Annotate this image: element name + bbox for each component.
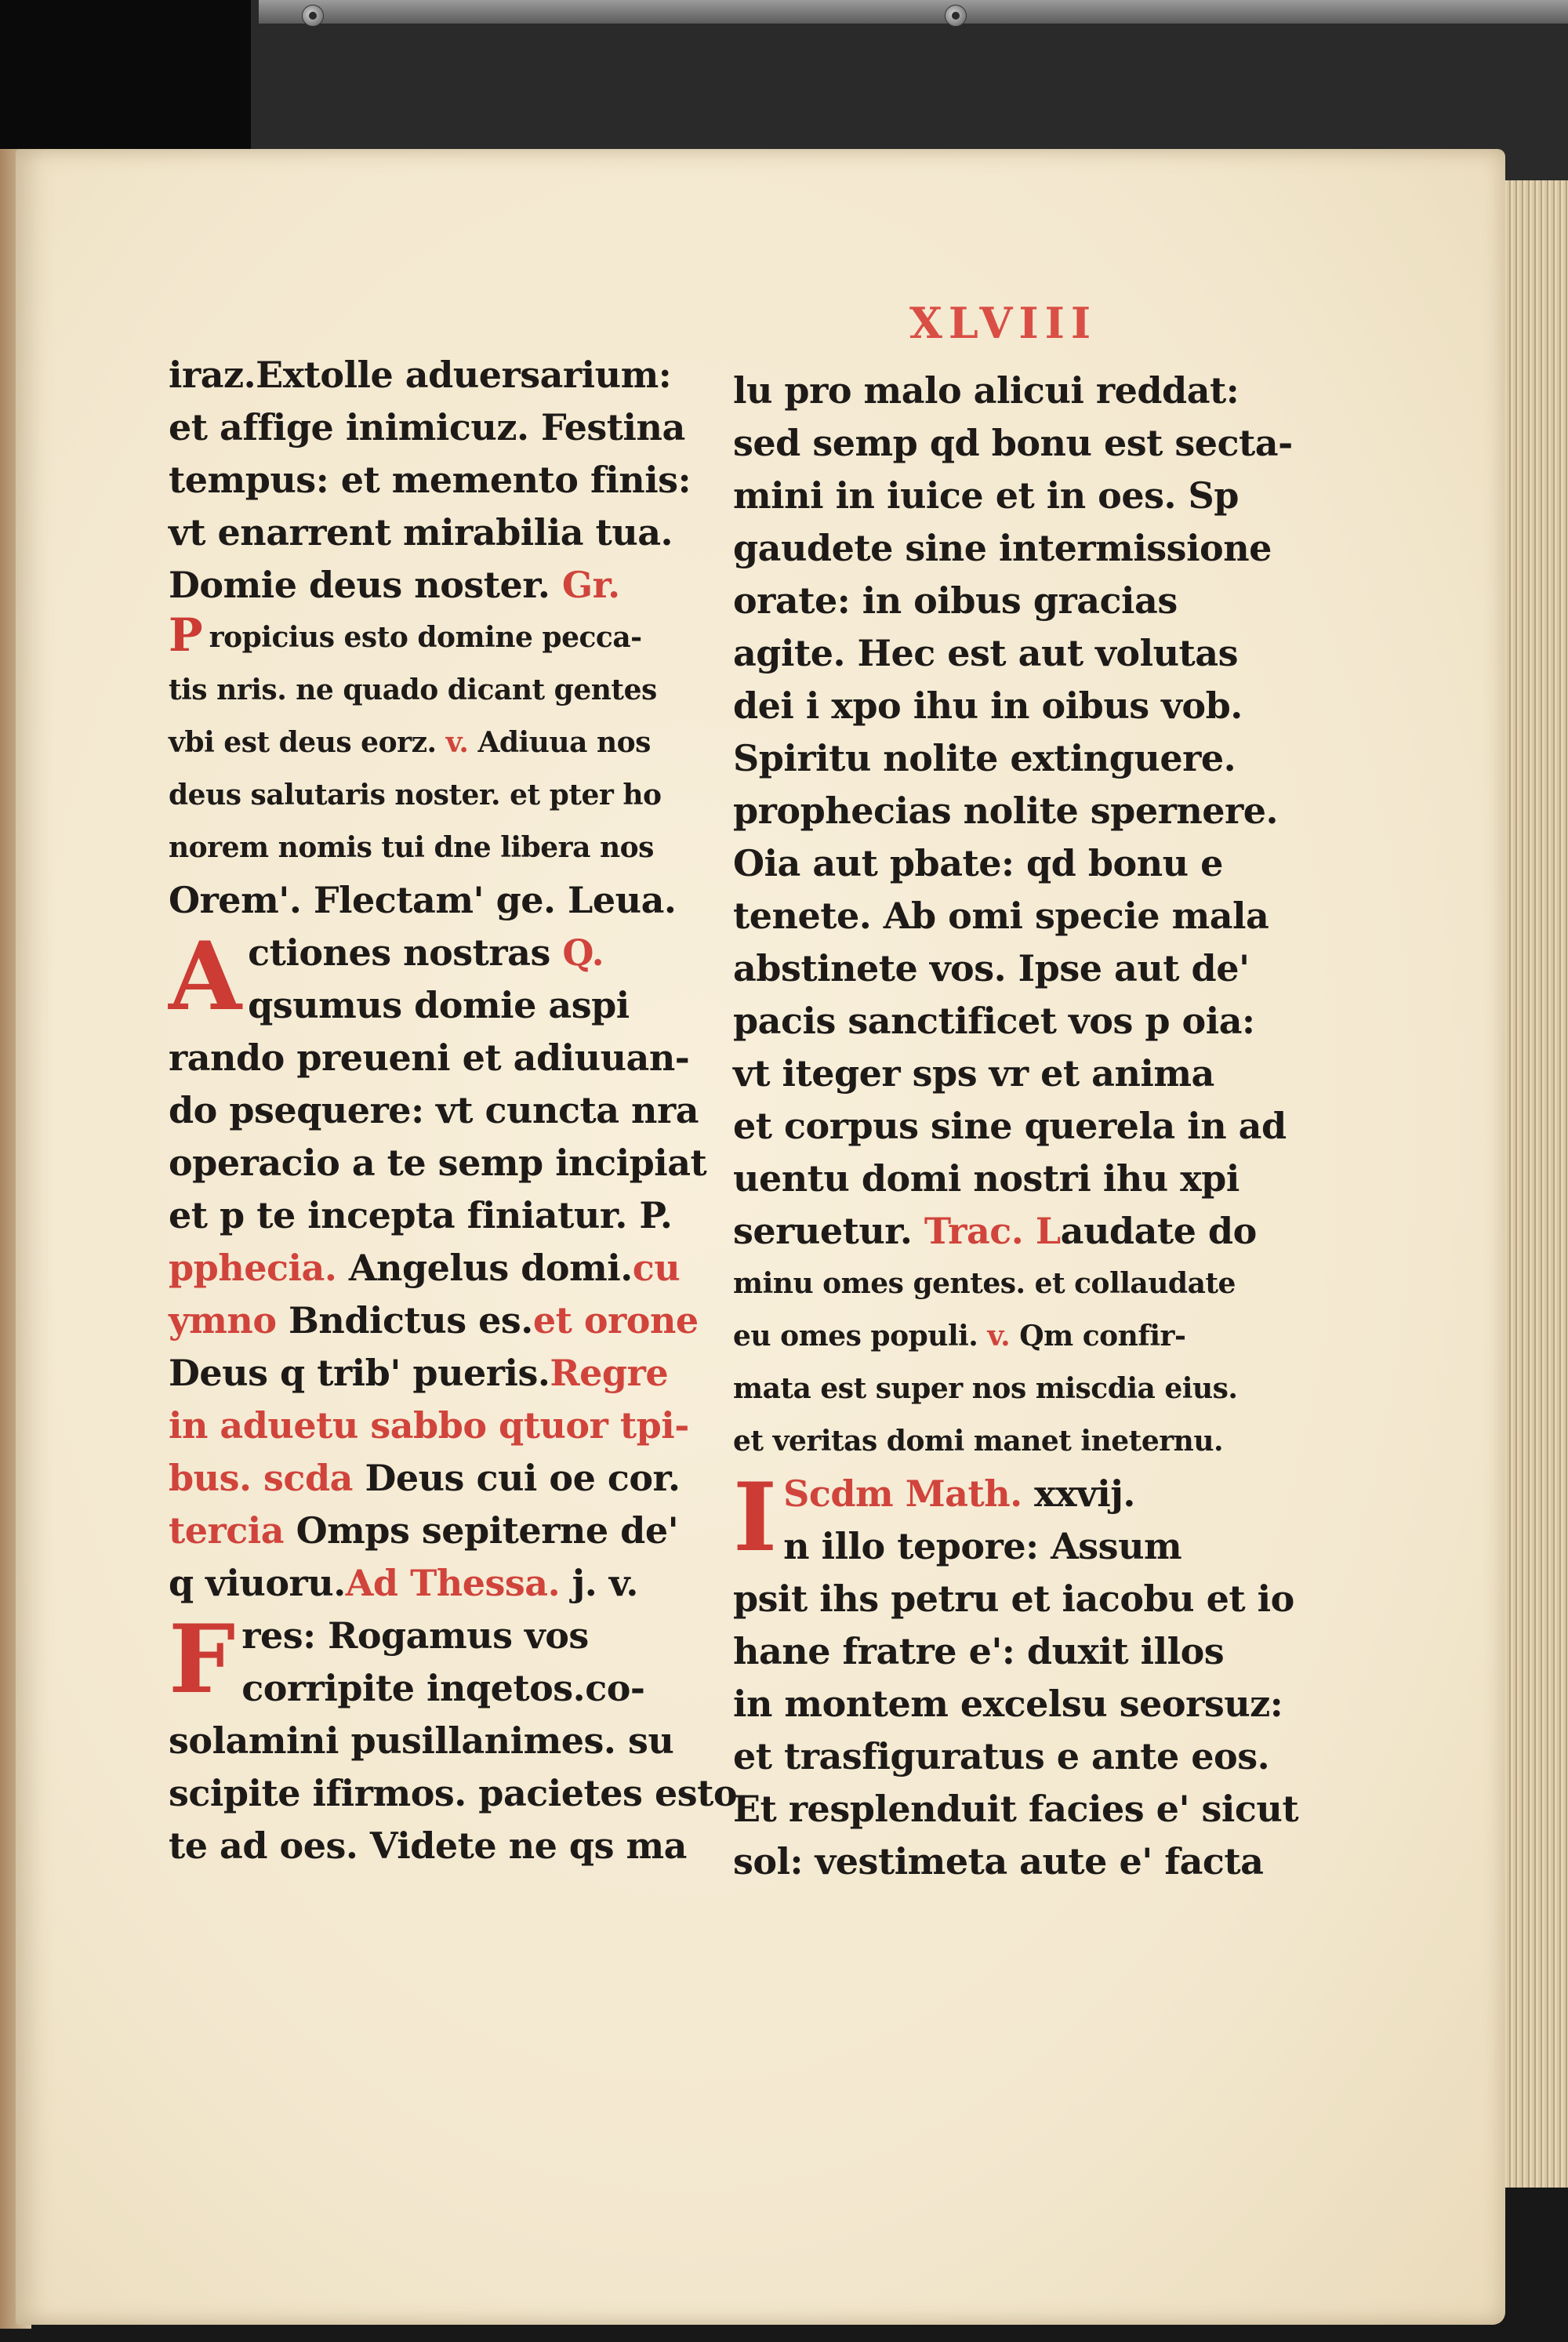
text-line [733, 1835, 1264, 1888]
text-line [169, 664, 666, 717]
rubric-text: Regre [550, 1352, 669, 1394]
body-text: Orem'. Flectam' ge. Leua. [169, 879, 677, 921]
text-line [169, 1767, 738, 1820]
body-text: et affige inimicuz. Festina [169, 406, 685, 448]
text-line [733, 1258, 1239, 1310]
body-text: n illo tepore: Assum [783, 1525, 1182, 1567]
text-line [733, 1678, 1283, 1730]
text-line [169, 1820, 687, 1872]
body-text: Bndictus es. [289, 1299, 533, 1342]
text-line [169, 1662, 666, 1715]
body-text: Spiritu nolite extinguere. [733, 737, 1236, 779]
body-text: tempus: et memento finis: [169, 459, 691, 501]
text-line [169, 1505, 679, 1557]
text-line [733, 1520, 1239, 1573]
text-line [169, 401, 685, 454]
body-text: q viuoru. [169, 1562, 346, 1604]
body-text: iraz.Extolle aduersarium: [169, 354, 672, 396]
body-text: et veritas domi manet ineternu. [733, 1425, 1224, 1458]
text-line [169, 1242, 681, 1294]
text-line [733, 1415, 1239, 1468]
text-line [733, 995, 1255, 1048]
text-line [169, 1189, 673, 1242]
text-line [733, 1048, 1239, 1100]
scanner-bar [259, 0, 1568, 24]
body-text: Deus q trib' pueris. [169, 1352, 550, 1394]
body-text: orate: in oibus gracias [733, 579, 1178, 622]
text-line [169, 1557, 666, 1610]
screw-icon [945, 5, 967, 27]
body-text: agite. Hec est aut volutas [733, 632, 1238, 674]
body-text: lu pro malo alicui reddat: [733, 369, 1240, 412]
body-text: xxvij. [1022, 1472, 1135, 1515]
background-left [0, 0, 251, 157]
text-line [169, 349, 672, 401]
text-line [733, 1153, 1239, 1205]
body-text: in montem excelsu seorsuz: [733, 1683, 1283, 1725]
text-line [733, 522, 1272, 575]
text-line [733, 627, 1239, 680]
body-text: audate do [1060, 1210, 1257, 1252]
body-text: mini in iuice et in oes. Sp [733, 474, 1239, 517]
left-text-column [169, 349, 738, 1872]
text-line [169, 717, 666, 769]
text-line [169, 507, 673, 559]
text-line [733, 732, 1239, 785]
text-line [169, 874, 677, 927]
text-line [733, 417, 1293, 470]
body-text: vt enarrent mirabilia tua. [169, 511, 673, 554]
body-text: Omps sepiterne de' [296, 1509, 679, 1552]
body-text: sed semp qd bonu est secta- [733, 422, 1293, 464]
body-text: rando preueni et adiuuan- [169, 1037, 690, 1079]
rubricated-initial: F [169, 1604, 236, 1715]
rubric-text: pphecia. [169, 1247, 349, 1289]
text-line [169, 454, 691, 507]
text-line [733, 1730, 1270, 1783]
body-text: et p te incepta finiatur. P. [169, 1194, 673, 1236]
body-text: qsumus domie aspi [248, 984, 630, 1026]
body-text: minu omes gentes. et collaudate [733, 1267, 1236, 1300]
text-line [169, 927, 666, 979]
text-line [733, 1363, 1239, 1415]
text-line [733, 1783, 1299, 1835]
rubric-text: cu [632, 1247, 681, 1289]
body-text: Angelus domi. [348, 1247, 633, 1289]
text-line [733, 837, 1239, 890]
body-text: te ad oes. Videte ne qs ma [169, 1825, 687, 1867]
body-text: hane fratre e': duxit illos [733, 1630, 1225, 1672]
right-text-column [733, 365, 1299, 1888]
text-line [733, 890, 1269, 942]
text-line [169, 1715, 674, 1767]
body-text: Deus cui oe cor. [365, 1457, 681, 1499]
text-line [169, 979, 666, 1032]
body-text: pacis sanctificet vos p oia: [733, 1000, 1255, 1042]
body-text: corripite inqetos.co- [241, 1667, 645, 1709]
body-text: psit ihs petru et iacobu et io [733, 1578, 1294, 1620]
body-text: Adiuua nos [468, 726, 651, 759]
body-text: vbi est deus eorz. [169, 726, 446, 759]
rubric-text: v. [987, 1320, 1011, 1353]
body-text: res: Rogamus vos [241, 1614, 589, 1657]
folio-number: XLVIII [909, 298, 1098, 348]
body-text: Et resplenduit facies e' sicut [733, 1788, 1299, 1830]
body-text: eu omes populi. [733, 1320, 988, 1353]
text-line [169, 608, 666, 664]
body-text: seruetur. [733, 1210, 924, 1252]
body-text: dei i xpo ihu in oibus vob. [733, 684, 1243, 727]
text-line [733, 785, 1279, 837]
body-text: uentu domi nostri ihu xpi [733, 1157, 1240, 1200]
text-line [733, 1205, 1257, 1258]
body-text: et corpus sine querela in ad [733, 1105, 1287, 1147]
body-text: norem nomis tui dne libera nos [169, 831, 654, 864]
text-line [733, 365, 1239, 417]
body-text: vt iteger sps vr et anima [733, 1052, 1214, 1095]
body-text: do psequere: vt cuncta nra [169, 1089, 699, 1131]
rubric-text: Q. [562, 931, 604, 974]
text-line [733, 1625, 1239, 1678]
body-text: deus salutaris noster. et pter ho [169, 779, 662, 812]
rubric-text: ymno [169, 1299, 289, 1342]
body-text: Domie deus noster. [169, 564, 562, 606]
rubric-text: Ad Thessa. [345, 1562, 561, 1604]
rubric-text: bus. scda [169, 1457, 365, 1499]
body-text: solamini pusillanimes. su [169, 1719, 674, 1762]
text-line [169, 1452, 681, 1505]
body-text: Oia aut pbate: qd bonu e [733, 842, 1223, 884]
body-text: scipite ifirmos. pacietes esto [169, 1772, 738, 1814]
text-line [733, 1310, 1239, 1363]
text-line [169, 1610, 666, 1662]
text-line [169, 1294, 699, 1347]
body-text: mata est super nos miscdia eius. [733, 1372, 1238, 1405]
body-text: operacio a te semp incipiat [169, 1142, 707, 1184]
text-line [733, 1100, 1287, 1153]
body-text: et trasfiguratus e ante eos. [733, 1735, 1270, 1777]
rubric-text: Gr. [561, 564, 620, 606]
body-text: gaudete sine intermissione [733, 527, 1272, 569]
rubric-text: in aduetu sabbo qtuor tpi- [169, 1404, 689, 1447]
text-line [169, 559, 666, 612]
body-text: ctiones nostras [248, 931, 563, 974]
body-text: ropicius esto domine pecca- [209, 621, 642, 654]
rubricated-initial: A [169, 921, 242, 1032]
body-text: sol: vestimeta aute e' facta [733, 1840, 1264, 1883]
text-line [169, 1400, 689, 1452]
body-text: j. v. [560, 1562, 638, 1604]
text-line [733, 575, 1239, 627]
text-line [733, 942, 1250, 995]
text-line [733, 1573, 1294, 1625]
text-line [733, 680, 1243, 732]
body-text: tenete. Ab omi specie mala [733, 895, 1269, 937]
body-text: Qm confir- [1010, 1320, 1186, 1353]
text-line [169, 1347, 669, 1400]
rubricated-initial: I [733, 1462, 778, 1573]
text-line [169, 1137, 707, 1189]
text-line [733, 470, 1239, 522]
text-line [733, 1468, 1239, 1520]
rubricated-initial: P [169, 608, 203, 662]
text-line [169, 769, 666, 822]
rubric-text: Trac. L [924, 1210, 1061, 1252]
screw-icon [302, 5, 324, 27]
rubric-text: Scdm Math. [783, 1472, 1022, 1515]
rubric-text: et orone [532, 1299, 699, 1342]
body-text: prophecias nolite spernere. [733, 790, 1279, 832]
text-line [169, 822, 666, 874]
text-line [169, 1032, 690, 1084]
rubric-text: v. [445, 726, 469, 759]
body-text: tis nris. ne quado dicant gentes [169, 674, 657, 706]
rubric-text: tercia [169, 1509, 296, 1552]
text-line [169, 1084, 699, 1137]
body-text: abstinete vos. Ipse aut de' [733, 947, 1250, 989]
